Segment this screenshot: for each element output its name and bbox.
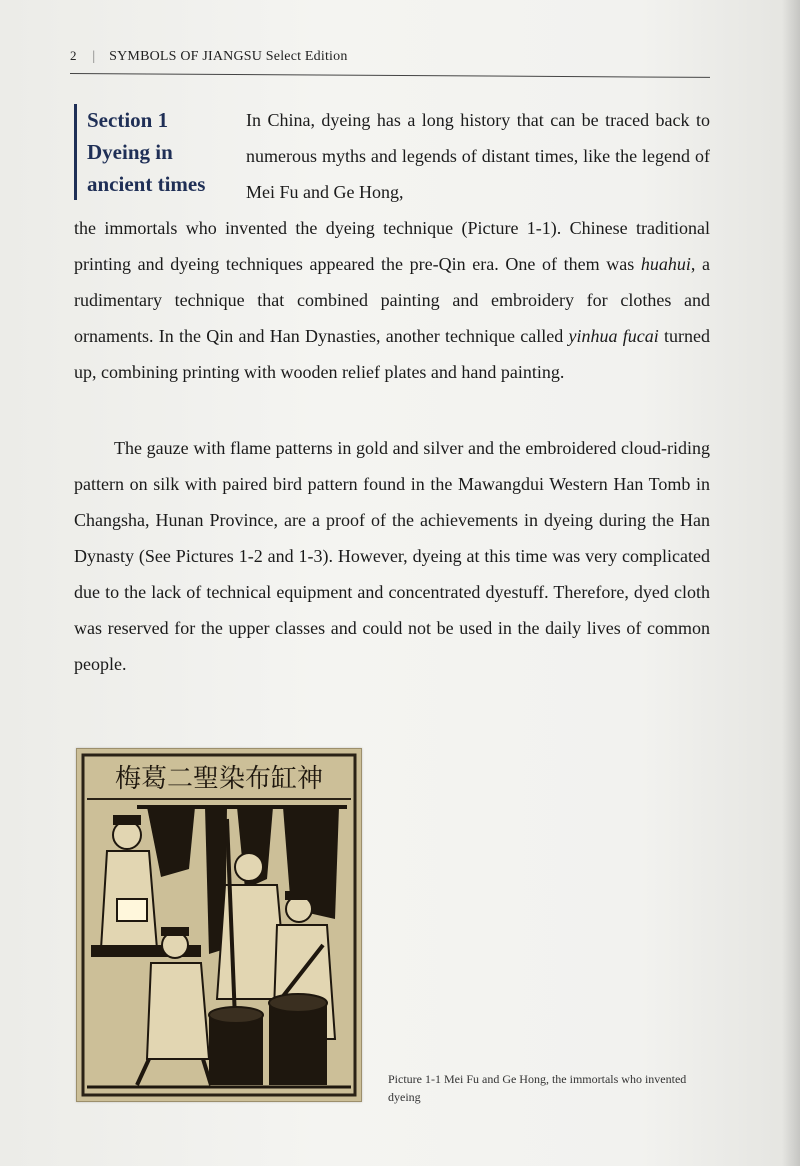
paragraph-1-text-a: the immortals who invented the dyeing technique (Picture 1-1). Chinese traditional printing and dyeing techniques appeared the pre-Qin era. One of them was xyxy=(74,218,710,274)
paragraph-1-continued xyxy=(74,210,710,390)
woodcut-inscription: 梅葛二聖染布缸神 xyxy=(114,764,324,794)
section-title: Section 1 Dyeing in ancient times xyxy=(87,108,206,196)
term-huahui: huahui xyxy=(640,254,691,274)
section-heading-block xyxy=(74,104,237,200)
woodcut-illustration xyxy=(77,749,361,1101)
paragraph-1-text-b: , a rudimentary technique that combined painting and embroidery for clothes and ornaments. In the Qin and Han Dynasties, another technique called xyxy=(74,254,710,346)
paragraph-2: The gauze with flame patterns in gold and silver and the embroidered cloud-riding pattern on silk with paired bird pattern found in the Mawangdui Western Han Tomb in Changsha, Hunan Province, are a proof of the achievements in dyeing during the Han Dynasty (See Pictures 1-2 and 1-3). However, dyeing at this time was very complicated due to the lack of technical equipment and concentrated dyestuff. Therefore, dyed cloth was reserved for the upper classes and could not be used in the daily lives of common people. xyxy=(74,438,710,674)
book-title: SYMBOLS OF JIANGSU Select Edition xyxy=(109,49,348,64)
woodcut-figure xyxy=(76,748,362,1102)
book-spine-shadow xyxy=(782,0,800,1166)
header-separator: | xyxy=(92,49,96,64)
paragraph-1-text-c: turned up, combining printing with wooden relief plates and hand painting. xyxy=(74,326,710,382)
term-yinhua-fucai: yinhua fucai xyxy=(568,326,659,346)
paragraph-1-intro: In China, dyeing has a long history that can be traced back to numerous myths and legends of distant times, like the legend of Mei Fu and Ge Hong, xyxy=(246,110,710,202)
page-number: 2 xyxy=(70,48,77,63)
figure-caption: Picture 1-1 Mei Fu and Ge Hong, the immortals who invented dyeing xyxy=(388,1072,687,1104)
running-header xyxy=(70,48,348,65)
